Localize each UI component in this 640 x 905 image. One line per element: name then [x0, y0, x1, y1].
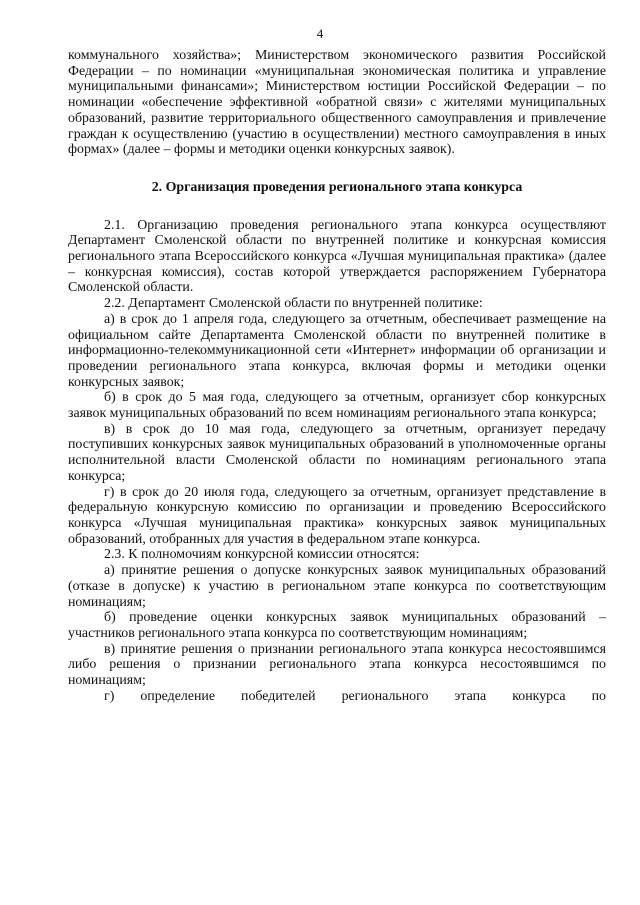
paragraph-2-1: 2.1. Организацию проведения регионального этапа конкурса осуществляют Департамент Смоленской области по внутренней политике и конкурсная комиссия регионального этапа Всероссийского конкурса «Лучшая муниципальная практика» (далее – конкурсная комиссия), состав которой утверждается распоряжением Губернатора Смоленской области. [68, 217, 606, 296]
section-heading: 2. Организация проведения регионального этапа конкурса [151, 179, 523, 195]
paragraph-2-2-b: б) в срок до 5 мая года, следующего за отчетным, организует сбор конкурсных заявок муниципальных образований по всем номинациям регионального этапа конкурса; [68, 390, 606, 422]
paragraph-2-2-a: а) в срок до 1 апреля года, следующего за отчетным, обеспечивает размещение на официальном сайте Департамента Смоленской области по внутренней политике в информационно-телекоммуникационной сети «Интернет» информации об организации и проведении регионального этапа конкурса, включая формы и методики оценки конкурсных заявок; [68, 311, 606, 390]
paragraph-2-3-b: б) проведение оценки конкурсных заявок муниципальных образований – участников регионального этапа конкурса по соответствующим номинациям; [68, 610, 606, 641]
paragraph-2-3-a: а) принятие решения о допуске конкурсных заявок муниципальных образований (отказе в допуске) к участию в региональном этапе конкурса по соответствующим номинациям; [68, 563, 606, 610]
paragraph-2-2: 2.2. Департамент Смоленской области по внутренней политике: [104, 296, 483, 312]
paragraph-continuation: коммунального хозяйства»; Министерством экономического развития Российской Федерации – по номинации «муниципальная экономическая политика и управление муниципальными финансами»; Министерством юстиции Российской Федерации – по номинации «обеспечение эффективной «обратной связи» с жителями муниципальных образований, развитие территориального общественного самоуправления и привлечение граждан к осуществлению (участию в осуществлении) местного самоуправления в иных формах» (далее – формы и методики оценки конкурсных заявок). [68, 48, 606, 158]
paragraph-2-2-g: г) в срок до 20 июля года, следующего за отчетным, организует представление в федеральную конкурсную комиссию по организации и проведению Всероссийского конкурса «Лучшая муниципальная практика» конкурсных заявок муниципальных образований, отобранных для участия в федеральном этапе конкурса. [68, 484, 606, 547]
paragraph-2-2-v: в) в срок до 10 мая года, следующего за отчетным, организует передачу поступивших конкурсных заявок муниципальных образований в уполномоченные органы исполнительной власти Смоленской области по номинациям регионального этапа конкурса; [68, 421, 606, 484]
paragraph-2-3-v: в) принятие решения о признании регионального этапа конкурса несостоявшимся либо решения о признании регионального этапа конкурса несостоявшимся по номинациям; [68, 641, 606, 689]
paragraph-2-3: 2.3. К полномочиям конкурсной комиссии относятся: [104, 547, 420, 563]
paragraph-2-3-g: г) определение победителей регионального этапа конкурса по [104, 688, 606, 704]
page-number: 4 [316, 26, 324, 41]
document-body [68, 48, 606, 704]
